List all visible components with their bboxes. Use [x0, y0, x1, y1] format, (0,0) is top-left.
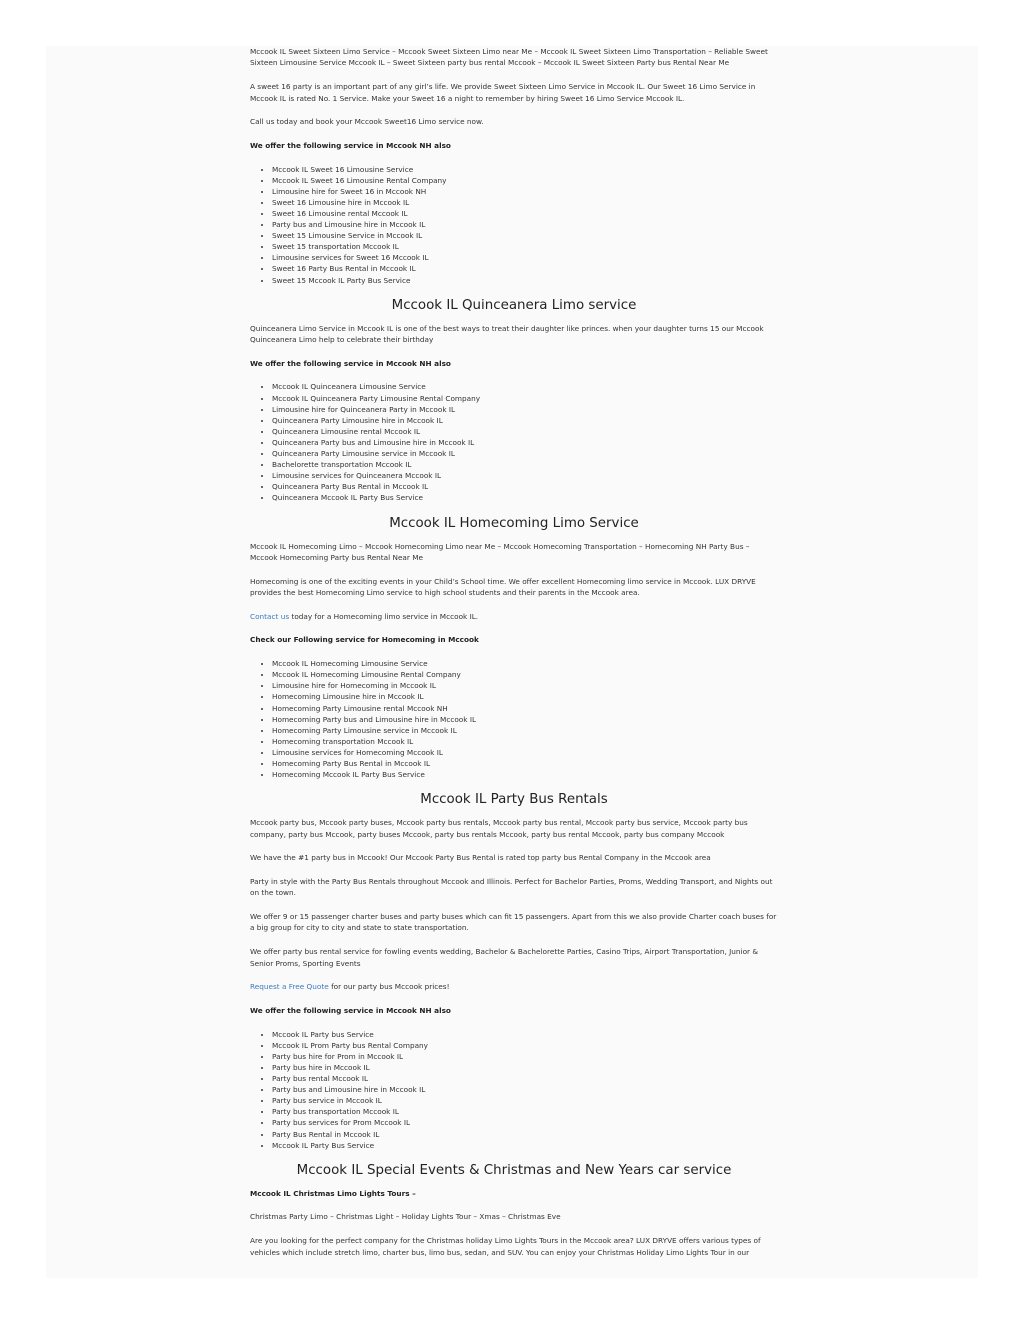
list-item: • Sweet 16 Party Bus Rental in Mccook IL	[272, 263, 778, 274]
partybus-list-title: We offer the following service in Mccook NH also	[250, 1006, 451, 1015]
contact-us-link[interactable]: Contact us	[250, 611, 290, 621]
list-item: • Bachelorette transportation Mccook IL	[272, 459, 778, 470]
list-item: • Homecoming Party Limousine rental Mccook NH	[272, 703, 778, 714]
list-item: • Limousine hire for Homecoming in Mccook IL	[272, 680, 778, 691]
contact-rest-text: today for a Homecoming limo service in Mccook IL.	[289, 611, 479, 621]
list-item: • Homecoming Party bus and Limousine hire in Mccook IL	[272, 714, 778, 725]
list-item: • Party bus and Limousine hire in Mccook IL	[272, 219, 778, 230]
quinceanera-list-title: We offer the following service in Mccook NH also	[250, 358, 451, 368]
list-item: • Quinceanera Party bus and Limousine hire in Mccook IL	[272, 437, 778, 448]
list-item: • Party bus and Limousine hire in Mccook IL	[272, 1084, 778, 1095]
christmas-keywords: Christmas Party Limo – Christmas Light – Holiday Lights Tour – Xmas – Christmas Eve	[250, 1212, 561, 1222]
list-item: • Party Bus Rental in Mccook IL	[272, 1129, 778, 1140]
list-item: • Party bus service in Mccook IL	[272, 1095, 778, 1106]
partybus-paragraph-3: We offer 9 or 15 passenger charter buses and party buses which can fit 15 passengers. Apart from this we also provide Charter coach buses for a big group for city to city and state to state transportation.	[250, 912, 777, 933]
sweet16-call-to-action: Call us today and book your Mccook Sweet16 Limo service now.	[250, 117, 484, 127]
list-item: • Party bus services for Prom Mccook IL	[272, 1117, 778, 1128]
sweet16-service-list	[250, 164, 778, 286]
quinceanera-service-list	[250, 381, 778, 503]
list-item: • Limousine services for Homecoming Mccook IL	[272, 747, 778, 758]
special-events-heading: Mccook IL Special Events & Christmas and New Years car service	[296, 1162, 732, 1178]
quote-rest-text: for our party bus Mccook prices!	[328, 982, 450, 992]
list-item: • Mccook IL Prom Party bus Rental Company	[272, 1040, 778, 1051]
list-item: • Mccook IL Party Bus Service	[272, 1140, 778, 1151]
homecoming-paragraph: Homecoming is one of the exciting events in your Child’s School time. We offer excellent Homecoming limo service in Mccook. LUX DRYVE provides the best Homecoming Limo service to high school students and their parents in the Mccook area.	[250, 576, 756, 598]
partybus-paragraph-1: We have the #1 party bus in Mccook! Our Mccook Party Bus Rental is rated top party bus Rental Company in the Mccook area	[250, 853, 711, 863]
partybus-quote	[250, 981, 778, 992]
list-item: • Homecoming Mccook IL Party Bus Service	[272, 769, 778, 780]
christmas-paragraph: Are you looking for the perfect company for the Christmas holiday Limo Lights Tours in the Mccook area? LUX DRYVE offers various types of vehicles which include stretch limo, charter bus, limo bus, sedan, and SUV. You can enjoy your Christmas Holiday Limo Lights Tour in our	[250, 1236, 761, 1257]
list-item: • Quinceanera Party Limousine hire in Mccook IL	[272, 415, 778, 426]
partybus-keywords: Mccook party bus, Mccook party buses, Mccook party bus rentals, Mccook party bus rental, Mccook party bus service, Mccook party bus company, party bus Mccook, party buses Mccook, party bus rentals Mccook, party bus rental Mccook, party bus company Mccook	[250, 818, 748, 839]
list-item: • Mccook IL Quinceanera Limousine Service	[272, 381, 778, 392]
list-item: • Homecoming Party Bus Rental in Mccook IL	[272, 758, 778, 769]
homecoming-intro: Mccook IL Homecoming Limo – Mccook Homecoming Limo near Me – Mccook Homecoming Transportation – Homecoming NH Party Bus – Mccook Homecoming Party bus Rental Near Me	[250, 541, 750, 562]
list-item: • Mccook IL Sweet 16 Limousine Service	[272, 164, 778, 175]
partybus-paragraph-4: We offer party bus rental service for fowling events wedding, Bachelor & Bachelorette Parties, Casino Trips, Airport Transportation, Junior & Senior Proms, Sporting Events	[250, 947, 759, 968]
partybus-heading: Mccook IL Party Bus Rentals	[420, 792, 608, 808]
list-item: • Mccook IL Sweet 16 Limousine Rental Company	[272, 175, 778, 186]
list-item: • Sweet 16 Limousine hire in Mccook IL	[272, 197, 778, 208]
list-item: • Party bus rental Mccook IL	[272, 1073, 778, 1084]
partybus-paragraph-2: Party in style with the Party Bus Rentals throughout Mccook and Illinois. Perfect for Bachelor Parties, Proms, Wedding Transport, and Nights out on the town.	[250, 876, 773, 898]
list-item: • Quinceanera Mccook IL Party Bus Service	[272, 492, 778, 503]
list-item: • Sweet 15 Mccook IL Party Bus Service	[272, 275, 778, 286]
sweet16-list-title: We offer the following service in Mccook NH also	[250, 140, 451, 150]
list-item: • Limousine services for Quinceanera Mccook IL	[272, 470, 778, 481]
homecoming-heading: Mccook IL Homecoming Limo Service	[389, 515, 639, 531]
list-item: • Party bus transportation Mccook IL	[272, 1106, 778, 1117]
list-item: • Quinceanera Party Limousine service in Mccook IL	[272, 448, 778, 459]
list-item: • Mccook IL Homecoming Limousine Service	[272, 658, 778, 669]
list-item: • Quinceanera Limousine rental Mccook IL	[272, 426, 778, 437]
sweet16-paragraph: A sweet 16 party is an important part of any girl’s life. We provide Sweet Sixteen Limo Service in Mccook IL. Our Sweet 16 Limo Service in Mccook IL is rated No. 1 Service. Make your Sweet 16 a night to remember by hiring Sweet 16 Limo Service Mccook IL.	[250, 82, 756, 103]
quinceanera-heading: Mccook IL Quinceanera Limo service	[391, 297, 637, 313]
homecoming-service-list	[250, 658, 778, 780]
list-item: • Mccook IL Homecoming Limousine Rental Company	[272, 669, 778, 680]
free-quote-link[interactable]: Request a Free Quote	[250, 982, 329, 992]
list-item: • Limousine services for Sweet 16 Mccook IL	[272, 252, 778, 263]
list-item: • Quinceanera Party Bus Rental in Mccook IL	[272, 481, 778, 492]
homecoming-list-title: Check our Following service for Homecoming in Mccook	[250, 635, 479, 645]
list-item: • Party bus hire for Prom in Mccook IL	[272, 1051, 778, 1062]
list-item: • Limousine hire for Sweet 16 in Mccook NH	[272, 186, 778, 197]
article-content	[250, 46, 778, 1270]
list-item: • Homecoming Party Limousine service in Mccook IL	[272, 725, 778, 736]
list-item: • Homecoming transportation Mccook IL	[272, 736, 778, 747]
list-item: • Limousine hire for Quinceanera Party in Mccook IL	[272, 404, 778, 415]
christmas-subheading: Mccook IL Christmas Limo Lights Tours –	[250, 1188, 416, 1198]
quinceanera-paragraph: Quinceanera Limo Service in Mccook IL is one of the best ways to treat their daughter like princes. when your daughter turns 15 our Mccook Quinceanera Limo help to celebrate their birthday	[250, 323, 764, 345]
partybus-service-list	[250, 1029, 778, 1151]
list-item: • Party bus hire in Mccook IL	[272, 1062, 778, 1073]
list-item: • Mccook IL Quinceanera Party Limousine Rental Company	[272, 393, 778, 404]
list-item: • Sweet 15 transportation Mccook IL	[272, 241, 778, 252]
list-item: • Mccook IL Party bus Service	[272, 1029, 778, 1040]
list-item: • Homecoming Limousine hire in Mccook IL	[272, 691, 778, 702]
list-item: • Sweet 15 Limousine Service in Mccook IL	[272, 230, 778, 241]
homecoming-contact	[250, 611, 778, 622]
sweet16-intro: Mccook IL Sweet Sixteen Limo Service – Mccook Sweet Sixteen Limo near Me – Mccook IL Sweet Sixteen Limo Transportation – Reliable Sweet Sixteen Limousine Service Mccook IL – Sweet Sixteen party bus rental Mccook – Mccook IL Sweet Sixteen Party bus Rental Near Me	[250, 47, 768, 68]
list-item: • Sweet 16 Limousine rental Mccook IL	[272, 208, 778, 219]
